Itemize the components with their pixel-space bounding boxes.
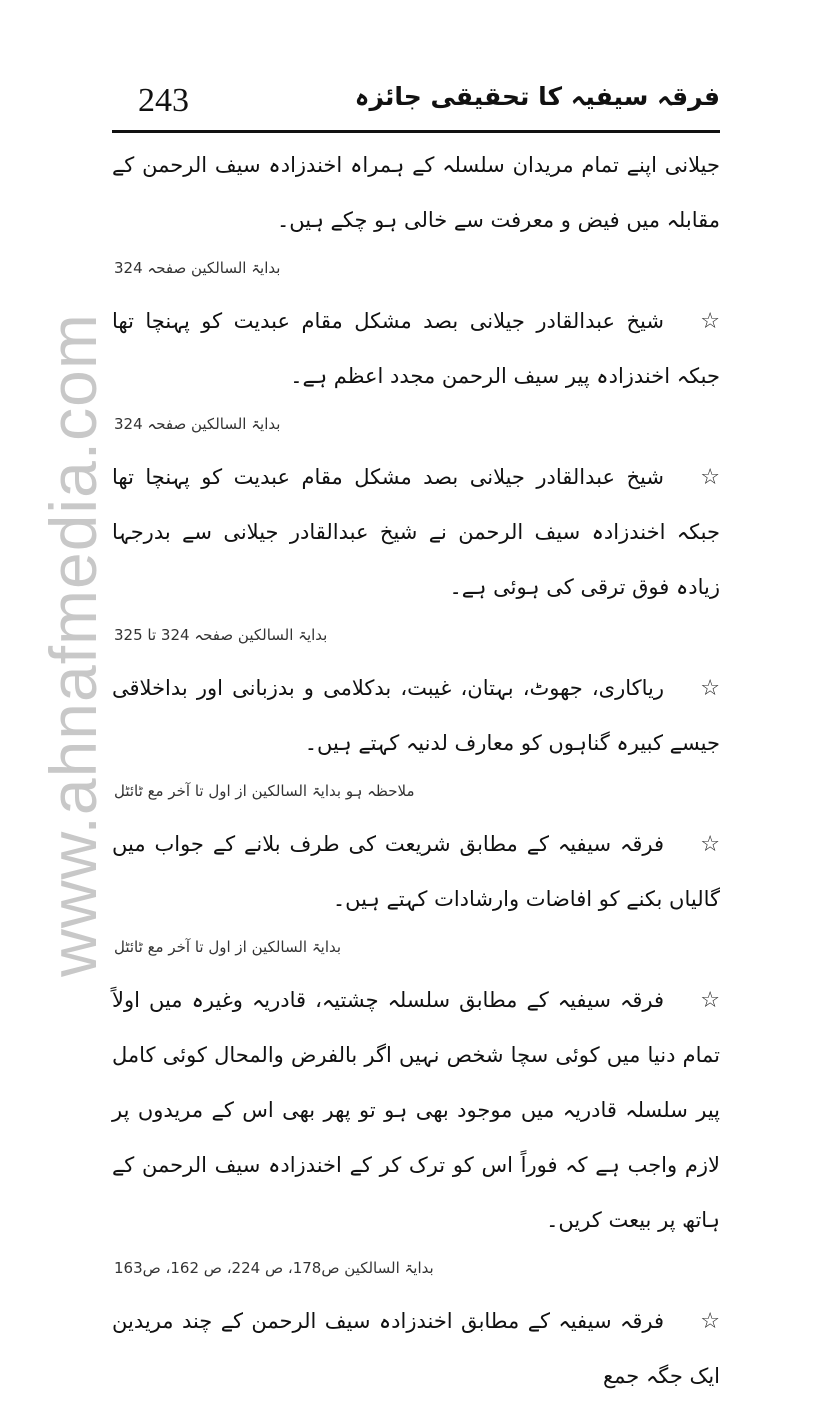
intro-block bbox=[112, 138, 720, 280]
reference-citation: بدایۃ السالکین صفحہ 324 bbox=[114, 415, 281, 433]
entry-text: ریاکاری، جھوٹ، بہتان، غیبت، بدکلامی و بدزبانی اور بداخلاقی جیسے کبیرہ گناہوں کو معارف لدنیہ کہتے ہیں۔ bbox=[112, 676, 720, 755]
star-icon: ☆ bbox=[700, 988, 720, 1013]
entry-5 bbox=[112, 973, 720, 1280]
star-icon: ☆ bbox=[700, 309, 720, 334]
entry-text: شیخ عبدالقادر جیلانی بصد مشکل مقام عبدیت کو پہنچا تھا جبکہ اخندزادہ پیر سیف الرحمن مجدد اعظم ہے۔ bbox=[112, 309, 720, 388]
reference-citation: ملاحظہ ہو بدایۃ السالکین از اول تا آخر مع ٹائٹل bbox=[114, 782, 415, 800]
reference-citation: بدایۃ السالکین صفحہ 324 bbox=[114, 259, 281, 277]
page-header bbox=[112, 78, 720, 133]
page-body bbox=[112, 138, 720, 1418]
entry-3 bbox=[112, 661, 720, 803]
entry-text: فرقہ سیفیہ کے مطابق اخندزادہ سیف الرحمن کے چند مریدین ایک جگہ جمع bbox=[112, 1309, 720, 1388]
entry-2 bbox=[112, 450, 720, 647]
reference-citation: بدایۃ السالکین صفحہ 324 تا 325 bbox=[114, 626, 328, 644]
entry-text: شیخ عبدالقادر جیلانی بصد مشکل مقام عبدیت کو پہنچا تھا جبکہ اخندزادہ سیف الرحمن نے شیخ عبدالقادر جیلانی سے بدرجہا زیادہ فوق ترقی کی ہوئی ہے۔ bbox=[112, 465, 720, 599]
star-icon: ☆ bbox=[700, 1309, 720, 1334]
star-icon: ☆ bbox=[700, 832, 720, 857]
star-icon: ☆ bbox=[700, 465, 720, 490]
intro-paragraph: جیلانی اپنے تمام مریدان سلسلہ کے ہمراہ اخندزادہ سیف الرحمن کے مقابلہ میں فیض و معرفت سے خالی ہو چکے ہیں۔ bbox=[112, 153, 720, 232]
entry-text: فرقہ سیفیہ کے مطابق شریعت کی طرف بلانے کے جواب میں گالیاں بکنے کو افاضات وارشادات کہتے ہیں۔ bbox=[112, 832, 720, 911]
running-title: فرقہ سیفیہ کا تحقیقی جائزہ bbox=[354, 82, 720, 111]
star-icon: ☆ bbox=[700, 676, 720, 701]
entry-6 bbox=[112, 1294, 720, 1404]
page-number: 243 bbox=[138, 82, 189, 119]
entry-4 bbox=[112, 817, 720, 959]
reference-citation: بدایۃ السالکین از اول تا آخر مع ٹائٹل bbox=[114, 938, 342, 956]
reference-citation: بدایۃ السالکین ص178، ص 224، ص 162، ص163 bbox=[114, 1259, 434, 1277]
entry-1 bbox=[112, 294, 720, 436]
watermark-text: www.ahnafmedia.com bbox=[36, 313, 111, 977]
entry-text: فرقہ سیفیہ کے مطابق سلسلہ چشتیہ، قادریہ وغیرہ میں اولاً تمام دنیا میں کوئی سچا شخص نہیں اگر بالفرض والمحال کوئی کامل پیر سلسلہ قادریہ میں موجود بھی ہو تو پھر بھی اس کے مریدوں پر لازم واجب ہے کہ فوراً اس کو ترک کر کے اخندزادہ سیف الرحمن کے ہاتھ پر بیعت کریں۔ bbox=[112, 988, 720, 1232]
